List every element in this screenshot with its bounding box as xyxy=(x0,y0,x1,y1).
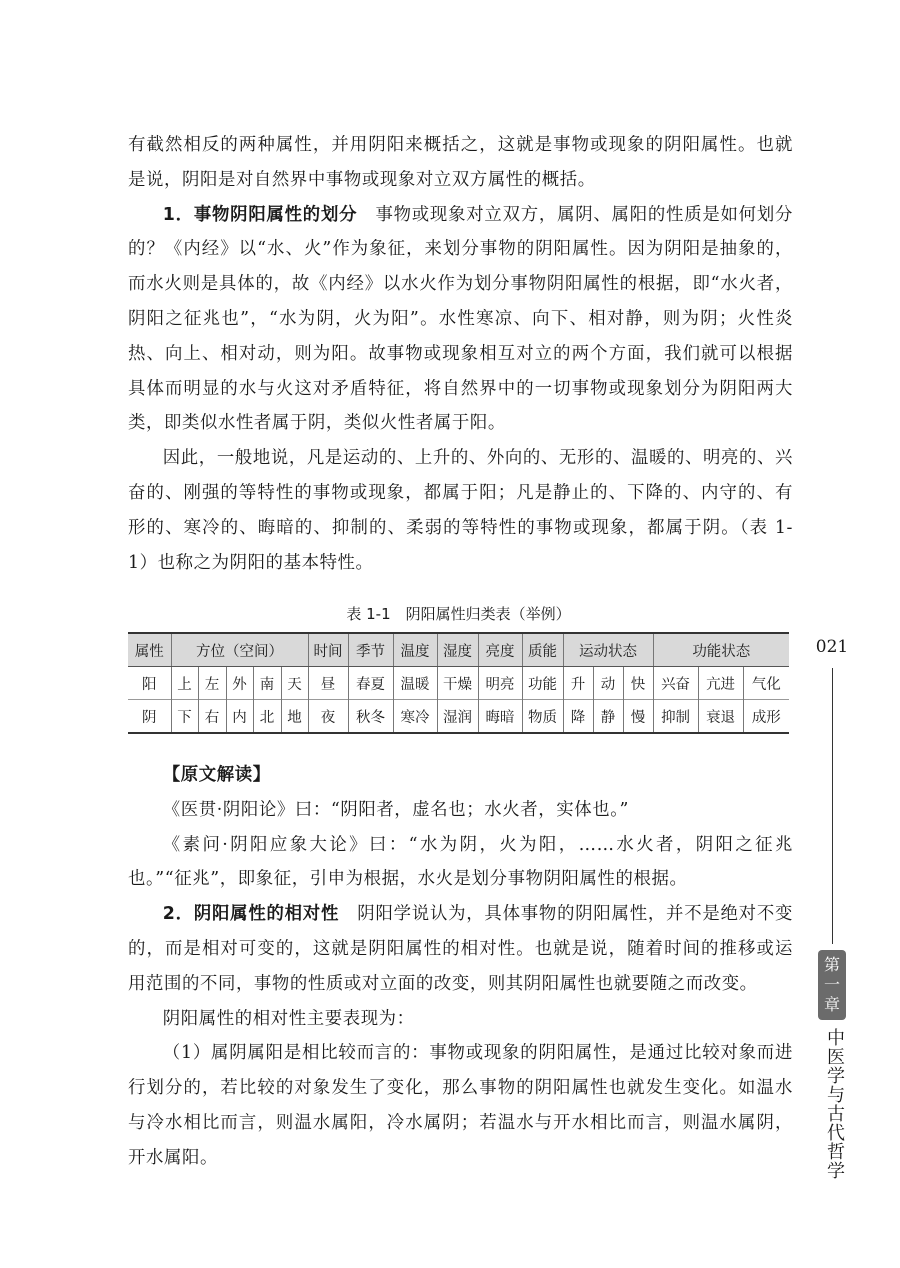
table-cell: 衰退 xyxy=(698,700,743,734)
table-cell: 寒冷 xyxy=(393,700,437,734)
table-cell: 天 xyxy=(281,667,308,700)
page-number: 021 xyxy=(815,637,849,657)
yinyang-table-block xyxy=(128,603,789,734)
table-cell: 功能 xyxy=(522,667,563,700)
table-cell: 阴 xyxy=(128,700,171,734)
table-cell: 内 xyxy=(226,700,253,734)
table-cell: 干燥 xyxy=(437,667,478,700)
table-title: 表 1-1 阴阳属性归类表（举例） xyxy=(346,605,571,623)
table-cell: 地 xyxy=(281,700,308,734)
paragraph-4 xyxy=(128,897,793,1001)
quote-1: 《医贯·阴阳论》曰：“阴阳者，虚名也；水火者，实体也。” xyxy=(162,799,629,820)
chapter-char: 第 xyxy=(823,955,840,974)
table-cell: 动 xyxy=(593,667,623,700)
table-header-cell: 方位（空间） xyxy=(171,633,308,667)
section-label: 【原文解读】 xyxy=(162,765,271,785)
table-cell: 静 xyxy=(593,700,623,734)
table-cell: 明亮 xyxy=(478,667,522,700)
table-header-cell: 温度 xyxy=(393,633,437,667)
table-cell: 外 xyxy=(226,667,253,700)
table-header-cell: 时间 xyxy=(308,633,348,667)
chapter-char: 章 xyxy=(823,995,840,1014)
table-cell: 北 xyxy=(253,700,281,734)
table-cell: 温暖 xyxy=(393,667,437,700)
table-row-yin xyxy=(128,700,789,734)
table-cell: 左 xyxy=(198,667,226,700)
table-cell: 夜 xyxy=(308,700,348,734)
table-cell: 升 xyxy=(563,667,593,700)
table-cell: 昼 xyxy=(308,667,348,700)
section-heading-1: 1．事物阴阳属性的划分 xyxy=(162,204,358,225)
table-cell: 秋冬 xyxy=(348,700,393,734)
body-text-bottom xyxy=(128,758,793,1176)
table-cell: 南 xyxy=(253,667,281,700)
paragraph-2-body: 事物或现象对立双方，属阴、属阳的性质是如何划分的？《内经》以“水、火”作为象征，来划分事物的阴阳属性。因为阴阳是抽象的，而水火则是具体的，故《内经》以水火作为划分事物阴阳属性的根据，即“水火者，阴阳之征兆也”，“水为阴，火为阳”。水性寒凉、向下、相对静，则为阴；火性炎热、向上、相对动，则为阳。故事物或现象相互对立的两个方面，我们就可以根据具体而明显的水与火这对矛盾特征，将自然界中的一切事物或现象划分为阴阳两大类，即类似水性者属于阴，类似火性者属于阳。 xyxy=(128,204,793,434)
table-header-cell: 运动状态 xyxy=(563,633,653,667)
paragraph-5: 阴阳属性的相对性主要表现为： xyxy=(162,1008,415,1029)
paragraph-6: （1）属阴属阳是相比较而言的：事物或现象的阴阳属性，是通过比较对象而进行划分的，若比较的对象发生了变化，那么事物的阴阳属性也就发生变化。如温水与冷水相比而言，则温水属阳，冷水属阴；若温水与开水相比而言，则温水属阴，开水属阳。 xyxy=(128,1043,793,1168)
table-cell: 快 xyxy=(623,667,653,700)
yinyang-table xyxy=(128,632,789,734)
chapter-tab xyxy=(818,950,846,1020)
table-header-cell: 质能 xyxy=(522,633,563,667)
table-cell: 上 xyxy=(171,667,198,700)
quote-2: 《素问·阴阳应象大论》曰：“水为阴，火为阳，……水火者，阴阳之征兆也。”“征兆”，即象征，引申为根据，水火是划分事物阴阳属性的根据。 xyxy=(128,834,793,890)
page-sidebar xyxy=(808,632,856,1180)
table-cell: 右 xyxy=(198,700,226,734)
table-cell: 下 xyxy=(171,700,198,734)
table-header-cell: 湿度 xyxy=(437,633,478,667)
table-cell: 抑制 xyxy=(653,700,698,734)
paragraph-3: 因此，一般地说，凡是运动的、上升的、外向的、无形的、温暖的、明亮的、兴奋的、刚强的等特性的事物或现象，都属于阳；凡是静止的、下降的、内守的、有形的、寒冷的、晦暗的、抑制的、柔弱的等特性的事物或现象，都属于阴。（表 1-1）也称之为阴阳的基本特性。 xyxy=(128,448,793,573)
table-cell: 亢进 xyxy=(698,667,743,700)
table-cell: 慢 xyxy=(623,700,653,734)
table-cell: 春夏 xyxy=(348,667,393,700)
paragraph-4-body: 阴阳学说认为，具体事物的阴阳属性，并不是绝对不变的，而是相对可变的，这就是阴阳属性的相对性。也就是说，随着时间的推移或运用范围的不同，事物的性质或对立面的改变，则其阴阳属性也就要随之而改变。 xyxy=(128,904,793,994)
table-header-cell: 属性 xyxy=(128,633,171,667)
table-cell: 成形 xyxy=(743,700,789,734)
table-header-row xyxy=(128,633,789,667)
chapter-char: 一 xyxy=(823,975,840,994)
table-cell: 湿润 xyxy=(437,700,478,734)
table-cell: 晦暗 xyxy=(478,700,522,734)
body-text-top xyxy=(128,128,793,580)
table-cell: 降 xyxy=(563,700,593,734)
section-heading-2: 2．阴阳属性的相对性 xyxy=(162,904,340,925)
paragraph-2 xyxy=(128,198,793,442)
table-header-cell: 季节 xyxy=(348,633,393,667)
paragraph-1: 有截然相反的两种属性，并用阴阳来概括之，这就是事物或现象的阴阳属性。也就是说，阴阳是对自然界中事物或现象对立双方属性的概括。 xyxy=(128,135,793,190)
table-header-cell: 亮度 xyxy=(478,633,522,667)
table-cell: 兴奋 xyxy=(653,667,698,700)
table-header-cell: 功能状态 xyxy=(653,633,789,667)
table-cell: 气化 xyxy=(743,667,789,700)
table-cell: 阳 xyxy=(128,667,171,700)
chapter-title: 中医学与古代哲学 xyxy=(824,1028,845,1180)
table-row-yang xyxy=(128,667,789,700)
table-cell: 物质 xyxy=(522,700,563,734)
sidebar-rule xyxy=(832,668,833,944)
